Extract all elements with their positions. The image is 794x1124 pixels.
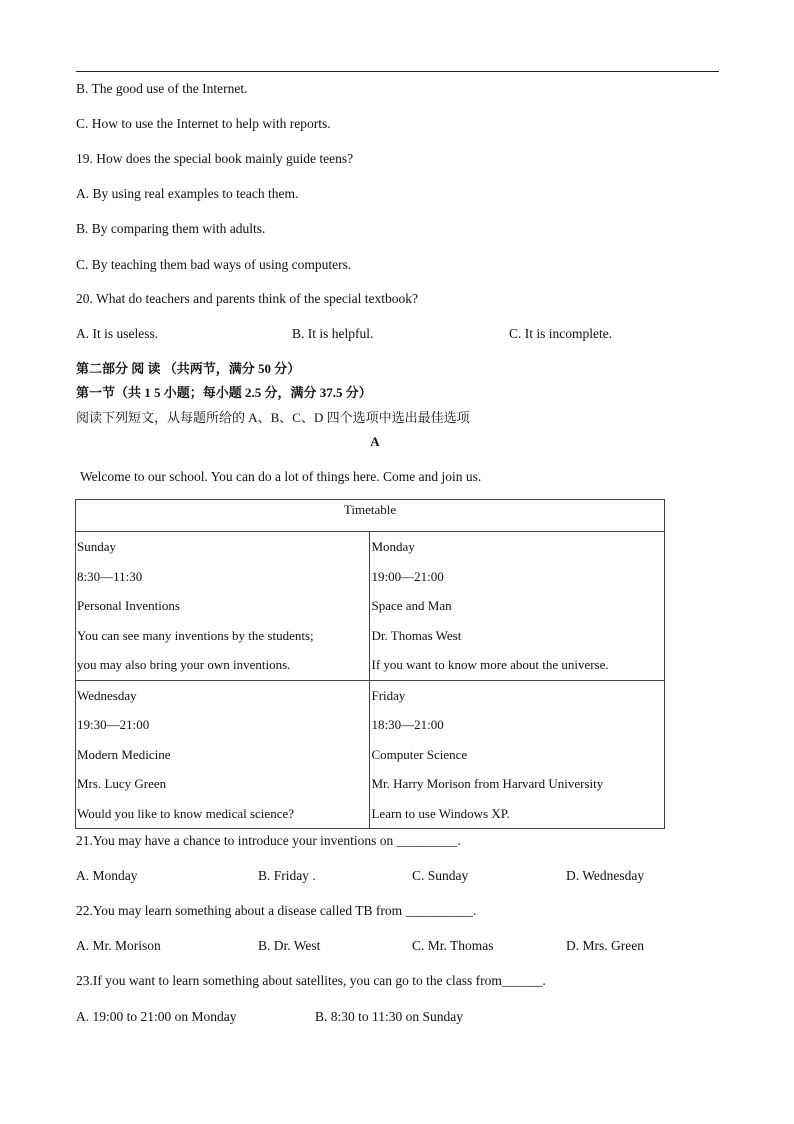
- timetable-cell-monday: [370, 532, 665, 681]
- cell-day: Monday: [371, 539, 415, 554]
- cell-note: Learn to use Windows XP.: [371, 805, 510, 821]
- timetable-cell-wednesday: [76, 680, 370, 829]
- cell-speaker: Mrs. Lucy Green: [77, 776, 167, 791]
- q20-question: 20. What do teachers and parents think of the special textbook?: [76, 291, 419, 306]
- passage-label: A: [370, 434, 380, 449]
- q22-option-d: D. Mrs. Green: [566, 938, 644, 953]
- q23-option-b: B. 8:30 to 11:30 on Sunday: [315, 1009, 464, 1024]
- section-title: 第一节（共 1 5 小题；每小题 2.5 分，满分 37.5 分）: [76, 385, 372, 400]
- instruction: 阅读下列短文，从每题所给的 A、B、C、D 四个选项中选出最佳选项: [76, 410, 470, 425]
- cell-topic: Modern Medicine: [77, 746, 171, 762]
- timetable-cell-sunday: [76, 532, 370, 681]
- q21-option-c: C. Sunday: [412, 868, 469, 883]
- q21-option-d: D. Wednesday: [566, 868, 645, 883]
- q22-question: 22.You may learn something about a disease called TB from __________.: [76, 903, 477, 918]
- cell-speaker: Dr. Thomas West: [371, 627, 462, 643]
- cell-topic: Personal Inventions: [77, 598, 180, 613]
- cell-time: 19:30—21:00: [77, 717, 150, 732]
- part-title: 第二部分 阅 读 （共两节，满分 50 分）: [76, 361, 301, 376]
- header-rule: [76, 71, 719, 72]
- cell-time: 19:00—21:00: [371, 568, 444, 584]
- cell-topic: Computer Science: [371, 746, 468, 762]
- q22-option-c: C. Mr. Thomas: [412, 938, 494, 953]
- q18-option-c: C. How to use the Internet to help with reports.: [76, 116, 331, 131]
- q23-question: 23.If you want to learn something about satellites, you can go to the class from______.: [76, 973, 546, 988]
- q19-option-a: A. By using real examples to teach them.: [76, 186, 299, 201]
- q23-option-a: A. 19:00 to 21:00 on Monday: [76, 1009, 237, 1024]
- q22-option-a: A. Mr. Morison: [76, 938, 161, 953]
- cell-time: 18:30—21:00: [371, 717, 444, 732]
- q18-option-b: B. The good use of the Internet.: [76, 81, 248, 96]
- timetable-title: Timetable: [76, 500, 665, 532]
- cell-detail: You can see many inventions by the students;: [77, 627, 314, 643]
- cell-time: 8:30—11:30: [77, 568, 143, 584]
- q20-option-b: B. It is helpful.: [292, 326, 374, 341]
- q20-option-c: C. It is incomplete.: [509, 326, 613, 341]
- cell-note: If you want to know more about the universe.: [371, 657, 609, 672]
- cell-speaker: Mr. Harry Morison from Harvard University: [371, 776, 604, 791]
- cell-day: Wednesday: [77, 687, 137, 703]
- cell-day: Sunday: [77, 539, 116, 554]
- q19-option-c: C. By teaching them bad ways of using computers.: [76, 257, 352, 272]
- q19-option-b: B. By comparing them with adults.: [76, 221, 266, 236]
- q21-option-b: B. Friday .: [258, 868, 316, 883]
- q22-option-b: B. Dr. West: [258, 938, 321, 953]
- q20-option-a: A. It is useless.: [76, 326, 159, 341]
- q21-question: 21.You may have a chance to introduce your inventions on _________.: [76, 833, 461, 848]
- q21-option-a: A. Monday: [76, 868, 138, 883]
- timetable: [75, 499, 665, 829]
- passage-intro: Welcome to our school. You can do a lot of things here. Come and join us.: [80, 469, 482, 484]
- cell-note: you may also bring your own inventions.: [77, 657, 291, 672]
- cell-day: Friday: [371, 687, 406, 703]
- cell-note: Would you like to know medical science?: [77, 805, 295, 821]
- q19-question: 19. How does the special book mainly guide teens?: [76, 151, 354, 166]
- timetable-cell-friday: [370, 680, 665, 829]
- cell-topic: Space and Man: [371, 598, 452, 613]
